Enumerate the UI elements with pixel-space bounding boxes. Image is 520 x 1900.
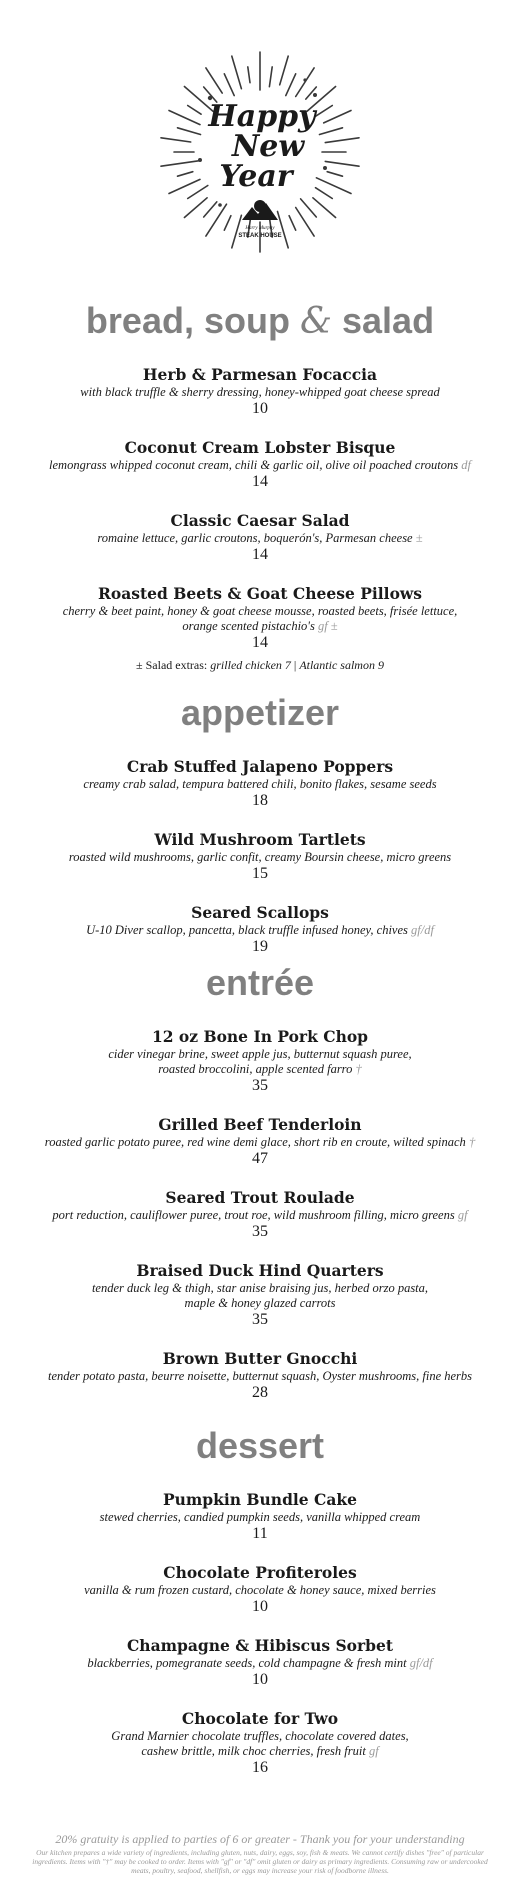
logo-line-new: New: [231, 129, 305, 164]
menu-item-brown-butter-gnocchi: [0, 1349, 520, 1402]
item-description: port reduction, cauliflower puree, trout roe, wild mushroom filling, micro greens gf: [52, 1208, 468, 1222]
logo-ray: [169, 179, 200, 193]
item-price: 10: [252, 400, 268, 417]
section-title-entree: entrée: [205, 962, 315, 1003]
item-description-line2: maple & honey glazed carrots: [184, 1296, 336, 1310]
item-name: Braised Duck Hind Quarters: [136, 1261, 384, 1280]
item-price: 35: [252, 1223, 268, 1240]
item-description-line2: orange scented pistachio's gf ±: [182, 619, 338, 633]
logo-ray: [169, 111, 200, 125]
item-description-line2: cashew brittle, milk choc cherries, fresh fruit gf: [141, 1744, 379, 1758]
logo-ray: [286, 74, 296, 96]
item-name: Coconut Cream Lobster Bisque: [124, 438, 396, 457]
menu-item-lobster-bisque: [0, 438, 520, 491]
extras-option-1: grilled chicken: [210, 658, 282, 672]
item-price: 14: [252, 546, 268, 563]
extras-option-2: Atlantic salmon: [299, 658, 375, 672]
item-description: vanilla & rum frozen custard, chocolate & honey sauce, mixed berries: [84, 1583, 436, 1597]
logo-ray: [232, 56, 242, 89]
item-description: with black truffle & sherry dressing, honey-whipped goat cheese spread: [80, 385, 440, 399]
dietary-tag: gf/df: [411, 923, 434, 937]
logo-line-year: Year: [219, 159, 293, 194]
logo-ray: [325, 161, 359, 166]
item-price: 14: [252, 634, 268, 651]
section-title-part: bread, soup: [85, 300, 300, 341]
logo-ray: [232, 215, 242, 248]
item-description: cider vinegar brine, sweet apple jus, butternut squash puree,: [108, 1047, 412, 1061]
logo-ray: [224, 74, 234, 96]
logo-ray: [280, 56, 289, 85]
logo-ray: [289, 216, 296, 231]
section-title-appetizer: appetizer: [180, 692, 340, 733]
logo-ray: [178, 172, 193, 177]
item-price: 35: [252, 1311, 268, 1328]
item-name: Seared Trout Roulade: [165, 1188, 355, 1207]
item-price: 35: [252, 1077, 268, 1094]
item-name: Crab Stuffed Jalapeno Poppers: [126, 757, 394, 776]
item-description: lemongrass whipped coconut cream, chili & garlic oil, olive oil poached croutons df: [49, 458, 471, 472]
item-description: blackberries, pomegranate seeds, cold champagne & fresh mint gf/df: [87, 1656, 433, 1670]
logo-ray: [184, 198, 207, 218]
item-price: 19: [252, 938, 268, 955]
logo-ray: [327, 172, 342, 177]
logo-line-happy: Happy: [208, 99, 316, 134]
logo-ray: [188, 186, 208, 199]
dietary-tag: gf ±: [317, 619, 338, 633]
menu-item-mushroom-tartlets: [0, 830, 520, 883]
menu-item-hibiscus-sorbet: [0, 1636, 520, 1689]
dietary-tag: gf: [457, 1208, 468, 1222]
logo-ray: [161, 161, 199, 166]
extras-option-2-price: 9: [377, 658, 384, 672]
logo-ray: [320, 128, 343, 135]
menu-item-trout-roulade: [0, 1188, 520, 1241]
logo-brand-small: Harry Murphy: [245, 226, 275, 231]
menu-item-beef-tenderloin: [0, 1115, 520, 1168]
menu-item-caesar-salad: [0, 511, 520, 564]
menu-footer: [0, 1832, 520, 1875]
item-description: Grand Marnier chocolate truffles, chocolate covered dates,: [111, 1729, 409, 1743]
menu-item-duck-hind-quarters: [0, 1261, 520, 1329]
item-price: 16: [252, 1759, 268, 1776]
logo-ray: [316, 106, 333, 117]
dietary-tag: †: [468, 1135, 476, 1149]
item-price: 18: [252, 792, 268, 809]
item-price: 10: [252, 1598, 268, 1615]
gratuity-notice: 20% gratuity is applied to parties of 6 or greater - Thank you for your understanding: [55, 1832, 465, 1846]
logo-ray: [224, 216, 231, 231]
item-name: Wild Mushroom Tartlets: [154, 830, 366, 849]
menu-item-pork-chop: [0, 1027, 520, 1095]
logo-ray: [313, 198, 336, 218]
menu-item-jalapeno-poppers: [0, 757, 520, 810]
happy-new-year-logo: [150, 40, 370, 260]
logo-ray: [248, 67, 250, 83]
logo-ray: [325, 138, 359, 143]
logo-ray: [204, 202, 217, 217]
extras-symbol: ±: [136, 658, 143, 672]
item-description: roasted garlic potato puree, red wine demi glace, short rib en croute, wilted spinach †: [44, 1135, 476, 1149]
extras-separator: |: [293, 658, 297, 672]
logo-brand: STEAK HOUSE: [238, 233, 282, 239]
item-name: Classic Caesar Salad: [170, 511, 350, 530]
menu-item-beets-goat-cheese: [0, 584, 520, 652]
item-description: stewed cherries, candied pumpkin seeds, vanilla whipped cream: [99, 1510, 421, 1524]
item-description: U-10 Diver scallop, pancetta, black truffle infused honey, chives gf/df: [86, 923, 434, 937]
logo-ray: [324, 111, 351, 123]
item-price: 28: [252, 1384, 268, 1401]
logo-ray: [161, 138, 191, 142]
item-description-line2: roasted broccolini, apple scented farro †: [158, 1062, 362, 1076]
item-price: 47: [252, 1150, 268, 1167]
section-title-dessert: dessert: [195, 1425, 325, 1466]
mountain-sun-icon: [242, 200, 278, 220]
logo-ray: [278, 212, 289, 248]
item-price: 10: [252, 1671, 268, 1688]
dietary-tag: gf/df: [409, 1656, 433, 1670]
extras-label: Salad extras:: [145, 658, 208, 672]
menu-item-seared-scallops: [0, 903, 520, 956]
logo-ray: [301, 199, 317, 217]
item-description: creamy crab salad, tempura battered chili, bonito flakes, sesame seeds: [83, 777, 437, 791]
dietary-tag: df: [461, 458, 471, 472]
menu-item-pumpkin-bundle-cake: [0, 1490, 520, 1543]
item-name: Seared Scallops: [191, 903, 329, 922]
item-price: 15: [252, 865, 268, 882]
logo-ray: [316, 188, 333, 199]
section-title-bread-soup-salad: [0, 300, 520, 342]
item-price: 11: [252, 1525, 268, 1542]
item-description: tender potato pasta, beurre noisette, butternut squash, Oyster mushrooms, fine herbs: [47, 1369, 473, 1383]
item-name: Herb & Parmesan Focaccia: [142, 365, 378, 384]
item-name: Grilled Beef Tenderloin: [158, 1115, 362, 1134]
item-name: Brown Butter Gnocchi: [162, 1349, 358, 1368]
logo-ray: [206, 68, 222, 93]
extras-option-1-price: 7: [284, 658, 291, 672]
item-description: romaine lettuce, garlic croutons, boquerón's, Parmesan cheese ±: [97, 531, 423, 545]
item-name: Chocolate for Two: [181, 1709, 339, 1728]
item-name: Pumpkin Bundle Cake: [162, 1490, 358, 1509]
dietary-tag: gf: [368, 1744, 379, 1758]
item-description: roasted wild mushrooms, garlic confit, creamy Boursin cheese, micro greens: [68, 850, 452, 864]
item-name: Roasted Beets & Goat Cheese Pillows: [98, 584, 422, 603]
allergen-disclaimer: Our kitchen prepares a wide variety of ingredients, including gluten, nuts, dairy, eggs, soy, fish & meats. We cannot certify dishes "free" of particular ingredients. Items with "†" may be cooked to order. Items with "gf" or "df" omit gluten or dairy as primary ingredients. Consuming raw or undercooked meats, poultry, seafood, shellfish, or eggs may increase your risk of foodborne illness.: [32, 1848, 488, 1875]
section-title-part: salad: [332, 300, 435, 341]
salad-extras: [0, 658, 520, 673]
item-price: 14: [252, 473, 268, 490]
logo-ray: [188, 106, 201, 115]
logo-ray: [269, 67, 272, 87]
item-name: 12 oz Bone In Pork Chop: [151, 1027, 369, 1046]
item-name: Champagne & Hibiscus Sorbet: [126, 1636, 394, 1655]
menu-item-chocolate-for-two: [0, 1709, 520, 1777]
logo-ray: [206, 204, 227, 236]
dietary-tag: †: [355, 1062, 362, 1076]
item-name: Chocolate Profiteroles: [163, 1563, 357, 1582]
section-title-ampersand: &: [299, 301, 332, 342]
menu-item-chocolate-profiteroles: [0, 1563, 520, 1616]
item-description: tender duck leg & thigh, star anise braising jus, herbed orzo pasta,: [91, 1281, 429, 1295]
item-description: cherry & beet paint, honey & goat cheese mousse, roasted beets, frisée lettuce,: [62, 604, 458, 618]
dietary-tag: ±: [415, 531, 423, 545]
starburst-logo-graphic: [150, 40, 370, 260]
menu-item-focaccia: [0, 365, 520, 418]
logo-ray: [178, 128, 201, 135]
